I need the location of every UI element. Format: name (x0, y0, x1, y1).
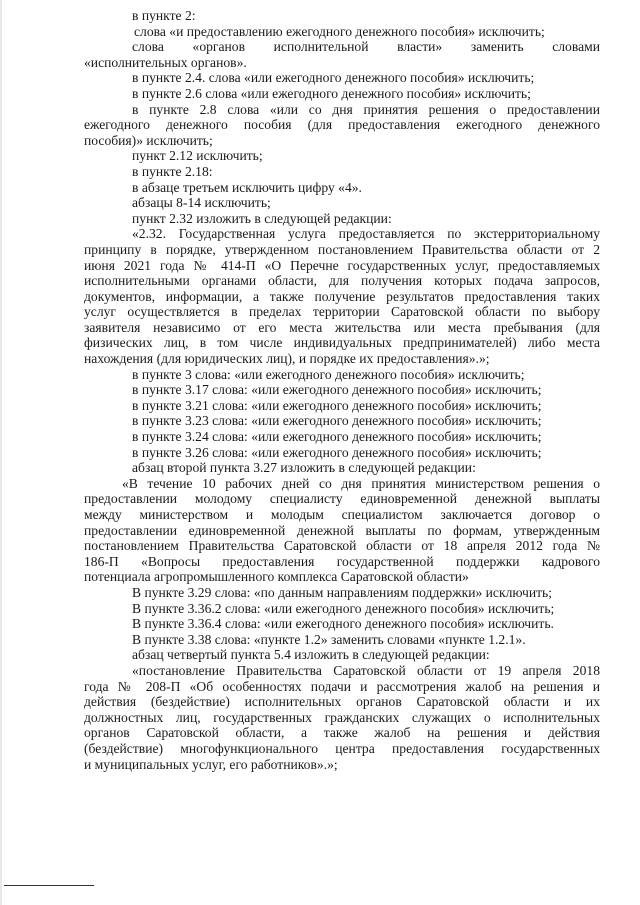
text-line: пункт 2.12 исключить; (132, 148, 263, 164)
text-line: в пункте 3 слова: «или ежегодного денежного пособия» исключить; (132, 366, 525, 382)
text-line: документов, информации, а также получение результатов предоставления таких (84, 288, 600, 304)
text-line: в пункте 3.21 слова: «или ежегодного денежного пособия» исключить; (132, 397, 542, 413)
text-line: абзацы 8-14 исключить; (132, 195, 271, 211)
text-line: заявителя независимо от его места жительства или места пребывания (для (84, 319, 600, 335)
text-line: в абзаце третьем исключить цифру «4». (132, 179, 362, 195)
text-line: в пункте 2: (132, 8, 196, 23)
text-line: слова «и предоставлению ежегодного денежного пособия» исключить; (134, 23, 545, 39)
text-line: в пункте 2.8 слова «или со дня принятия решения о предоставлении (132, 101, 600, 117)
text-line: (бездействие) многофункционального центра предоставления государственных (84, 740, 600, 756)
text-line: 186-П «Вопросы предоставления государственной поддержки кадрового (84, 553, 600, 569)
text-line: в пункте 3.26 слова: «или ежегодного денежного пособия» исключить; (132, 444, 542, 460)
text-line: в пункте 2.4. слова «или ежегодного денежного пособия» исключить; (132, 70, 535, 86)
text-line: в пункте 2.18: (132, 163, 213, 179)
text-line: ежегодного денежного пособия (для предоставления ежегодного денежного (84, 117, 600, 133)
text-line: действия (бездействие) исполнительных органов Саратовской области и их (84, 694, 600, 710)
text-line: пособия)» исключить; (84, 132, 213, 148)
text-line: «постановление Правительства Саратовской области от 19 апреля 2018 (132, 662, 600, 678)
text-line: в пункте 3.24 слова: «или ежегодного денежного пособия» исключить; (132, 429, 542, 445)
text-line: слова «органов исполнительной власти» заменить словами (132, 39, 600, 55)
text-line: в пункте 2.6 слова «или ежегодного денежного пособия» исключить; (132, 85, 531, 101)
text-line: В пункте 3.38 слова: «пункте 1.2» заменить словами «пункте 1.2.1». (132, 631, 526, 647)
text-line: должностных лиц, государственных гражданских служащих о исполнительных (84, 709, 600, 725)
text-line: июня 2021 года № 414-П «О Перечне государственных услуг, предоставляемых (84, 257, 600, 273)
text-line: физических лиц, в том числе индивидуальных предпринимателей) либо места (84, 335, 600, 351)
text-line: постановлением Правительства Саратовской области от 18 апреля 2012 года № (84, 538, 600, 554)
text-line: в пункте 3.17 слова: «или ежегодного денежного пособия» исключить; (132, 382, 542, 398)
text-line: В пункте 3.29 слова: «по данным направлениям поддержки» исключить; (132, 584, 553, 600)
text-line: «исполнительных органов». (84, 54, 247, 70)
footer-rule (4, 885, 94, 886)
text-line: В пункте 3.36.4 слова: «или ежегодного денежного пособия» исключить. (132, 616, 554, 632)
text-line: В пункте 3.36.2 слова: «или ежегодного денежного пособия» исключить; (132, 600, 555, 616)
text-line: между министерством и молодым специалистом заключается договор о (84, 507, 600, 522)
text-line: в пункте 3.23 слова: «или ежегодного денежного пособия» исключить; (132, 413, 542, 429)
text-line: предоставлении молодому специалисту единовременной денежной выплаты (84, 491, 600, 507)
text-line: «2.32. Государственная услуга предоставляется по экстерриториальному (132, 226, 600, 242)
document-page (84, 8, 600, 772)
text-line: нахождения (для юридических лиц), и порядке их предоставления».»; (84, 351, 490, 367)
text-line: исполнительными органами области, для получения которых подача запросов, (84, 273, 600, 289)
text-line: услуг осуществляется в пределах территории Саратовской области по выбору (84, 304, 600, 320)
text-line: органов Саратовской области, а также жалоб на решения и действия (84, 725, 600, 741)
text-line: года № 208-П «Об особенностях подачи и рассмотрения жалоб на решения и (84, 678, 600, 694)
text-line: абзац четвертый пункта 5.4 изложить в следующей редакции: (132, 647, 490, 663)
text-line: «В течение 10 рабочих дней со дня принятия министерством решения о (122, 475, 600, 491)
text-line: предоставлении единовременной денежной выплаты по формам, утвержденным (84, 522, 600, 538)
text-line: пункт 2.32 изложить в следующей редакции: (132, 210, 392, 226)
text-line: и муниципальных услуг, его работников».»; (84, 756, 338, 772)
text-line: потенциала агропромышленного комплекса Саратовской области» (84, 569, 469, 585)
text-line: абзац второй пункта 3.27 изложить в следующей редакции: (132, 460, 476, 476)
scan-edge (0, 0, 2, 905)
text-line: принципу в порядке, утвержденном постановлением Правительства области от 2 (84, 241, 600, 257)
